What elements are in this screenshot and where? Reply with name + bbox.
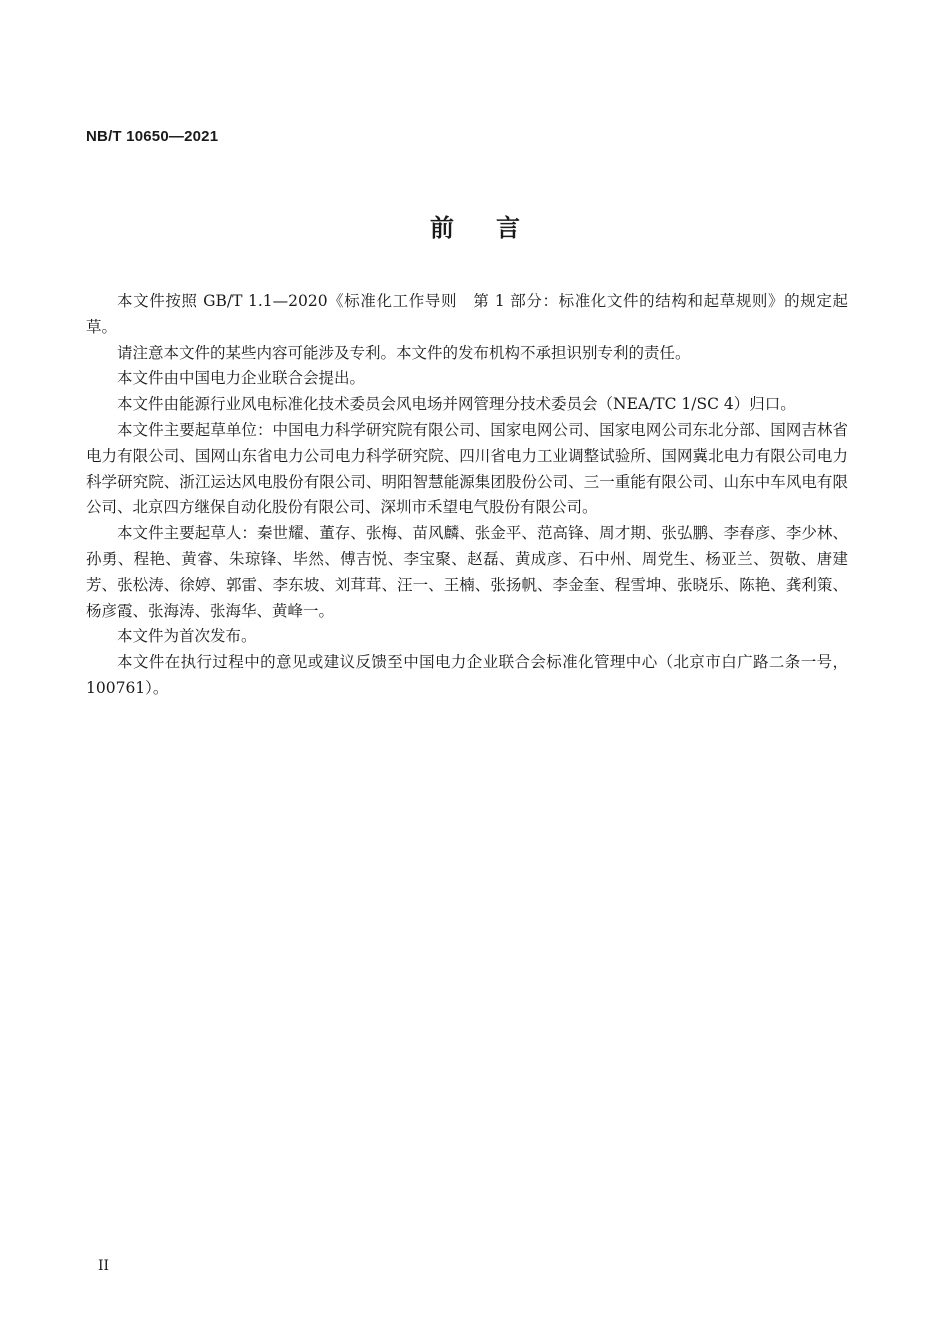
document-number: NB/T 10650—2021: [86, 128, 219, 145]
paragraph-proposer: 本文件由中国电力企业联合会提出。: [117, 369, 366, 388]
section-title: 前言: [430, 214, 562, 242]
paragraph-drafters: 本文件主要起草人：秦世耀、董存、张梅、苗风麟、张金平、范高锋、周才期、张弘鹏、李春彦、李少林、孙勇、程艳、黄睿、朱琼锋、毕然、傅吉悦、李宝聚、赵磊、黄成彦、石中州、周党生、杨亚兰、贺敬、唐建芳、张松涛、徐婷、郭雷、李东坡、刘茸茸、汪一、王楠、张扬帆、李金奎、程雪坤、张晓乐、陈艳、龚利策、杨彦霞、张海涛、张海华、黄峰一。: [86, 524, 848, 620]
paragraph-drafting-rules: 本文件按照 GB/T 1.1—2020《标准化工作导则 第 1 部分：标准化文件的结构和起草规则》的规定起草。: [86, 292, 848, 336]
paragraph-drafting-organizations: 本文件主要起草单位：中国电力科学研究院有限公司、国家电网公司、国家电网公司东北分部、国网吉林省电力有限公司、国网山东省电力公司电力科学研究院、四川省电力工业调整试验所、国网冀北电力有限公司电力科学研究院、浙江运达风电股份有限公司、明阳智慧能源集团股份公司、三一重能有限公司、山东中车风电有限公司、北京四方继保自动化股份有限公司、深圳市禾望电气股份有限公司。: [86, 420, 848, 517]
paragraph-feedback: 本文件在执行过程中的意见或建议反馈至中国电力企业联合会标准化管理中心（北京市白广路二条一号，100761）。: [86, 653, 848, 697]
paragraph-technical-committee: 本文件由能源行业风电标准化技术委员会风电场并网管理分技术委员会（NEA/TC 1/SC 4）归口。: [117, 395, 796, 414]
page-number: II: [98, 1258, 110, 1274]
paragraph-first-release: 本文件为首次发布。: [117, 627, 257, 646]
paragraph-patent-notice: 请注意本文件的某些内容可能涉及专利。本文件的发布机构不承担识别专利的责任。: [117, 343, 691, 362]
foreword-body: [86, 289, 848, 702]
